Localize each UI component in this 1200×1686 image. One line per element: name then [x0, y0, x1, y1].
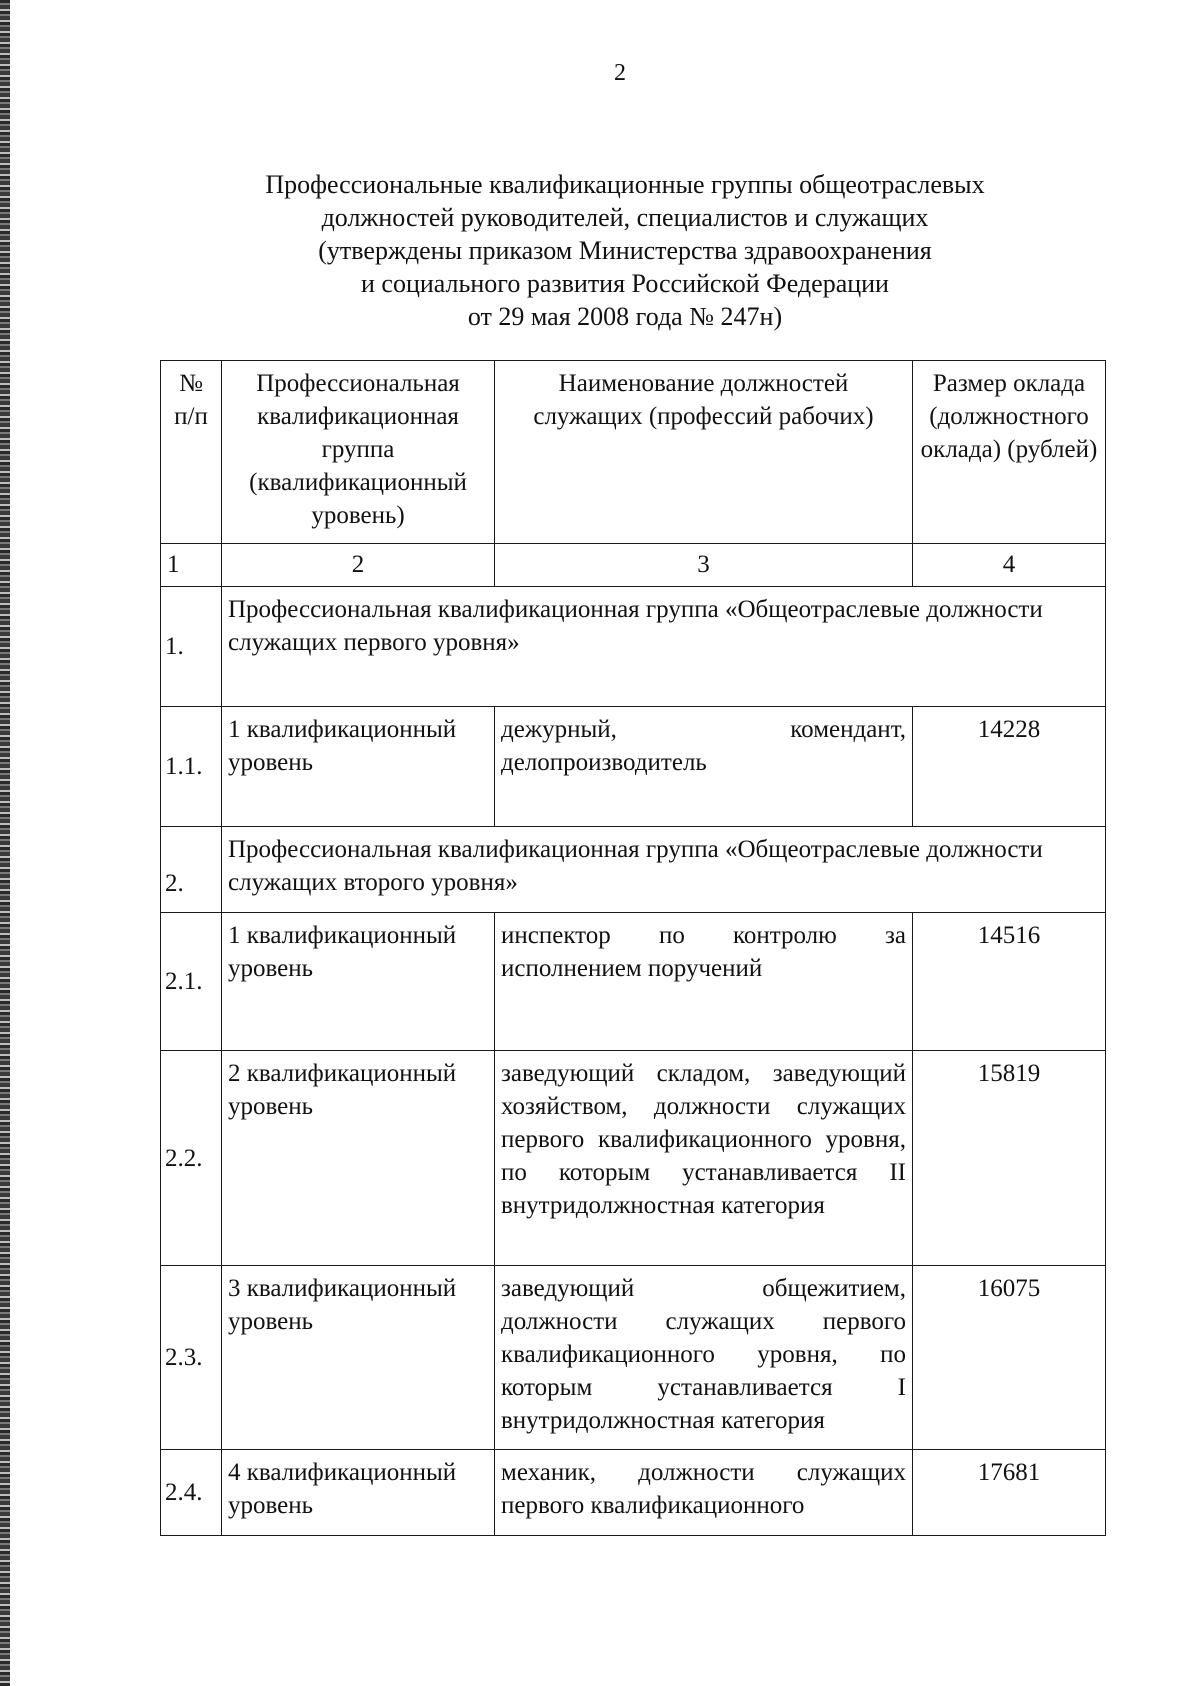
positions-list: инспектор по контролю за исполнением поручений [495, 913, 913, 1051]
row-number: 2. [161, 827, 222, 913]
salary-amount: 14228 [913, 707, 1106, 827]
table-row [161, 1450, 1106, 1536]
header-group: Профессиональная квалификационная группа (квалификационный уровень) [222, 361, 495, 544]
row-number: 2.3. [161, 1266, 222, 1450]
table-row [161, 1266, 1106, 1450]
salary-amount: 16075 [913, 1266, 1106, 1450]
salary-amount: 14516 [913, 913, 1106, 1051]
salary-amount: 15819 [913, 1051, 1106, 1266]
header-number: № п/п [161, 361, 222, 544]
qualification-level: 1 квалификационный уровень [222, 707, 495, 827]
salary-amount: 17681 [913, 1450, 1106, 1536]
row-number: 1. [161, 587, 222, 707]
row-number: 1.1. [161, 707, 222, 827]
table-row [161, 913, 1106, 1051]
column-number: 1 [161, 544, 222, 587]
title-line: должностей руководителей, специалистов и служащих [321, 203, 929, 232]
positions-list: заведующий складом, заведующий хозяйством, должности служащих первого квалификационного уровня, по которым устанавливается II внутридолжностная категория [495, 1051, 913, 1266]
header-salary: Размер оклада (должностного оклада) (рублей) [913, 361, 1106, 544]
column-number: 3 [495, 544, 913, 587]
qualification-level: 1 квалификационный уровень [222, 913, 495, 1051]
group-title: Профессиональная квалификационная группа «Общеотраслевые должности служащих второго уровня» [222, 827, 1106, 913]
title-line: Профессиональные квалификационные группы общеотраслевых [265, 170, 985, 199]
positions-list: механик, должности служащих первого квалификационного [495, 1450, 913, 1536]
qualification-level: 2 квалификационный уровень [222, 1051, 495, 1266]
positions-list: заведующий общежитием, должности служащих первого квалификационного уровня, по которым устанавливается I внутридолжностная категория [495, 1266, 913, 1450]
group-title: Профессиональная квалификационная группа «Общеотраслевые должности служащих первого уровня» [222, 587, 1106, 707]
table-row [161, 827, 1106, 913]
qualification-level: 3 квалификационный уровень [222, 1266, 495, 1450]
table-row [161, 707, 1106, 827]
row-number: 2.2. [161, 1051, 222, 1266]
header-positions: Наименование должностей служащих (профессий рабочих) [495, 361, 913, 544]
qualification-table [160, 360, 1106, 1536]
column-number: 2 [222, 544, 495, 587]
title-line: и социального развития Российской Федерации [361, 269, 889, 298]
column-numbers-row [161, 544, 1106, 587]
table-header-row [161, 361, 1106, 544]
table-row [161, 587, 1106, 707]
scan-edge-artifact [0, 0, 10, 1686]
page-number: 2 [614, 60, 626, 86]
column-number: 4 [913, 544, 1106, 587]
document-title [160, 168, 1090, 333]
title-line: от 29 мая 2008 года № 247н) [467, 302, 783, 331]
row-number: 2.4. [161, 1450, 222, 1536]
qualification-level: 4 квалификационный уровень [222, 1450, 495, 1536]
row-number: 2.1. [161, 913, 222, 1051]
positions-list: дежурный, комендант, делопроизводитель [495, 707, 913, 827]
table-row [161, 1051, 1106, 1266]
title-line: (утверждены приказом Министерства здравоохранения [318, 236, 932, 265]
